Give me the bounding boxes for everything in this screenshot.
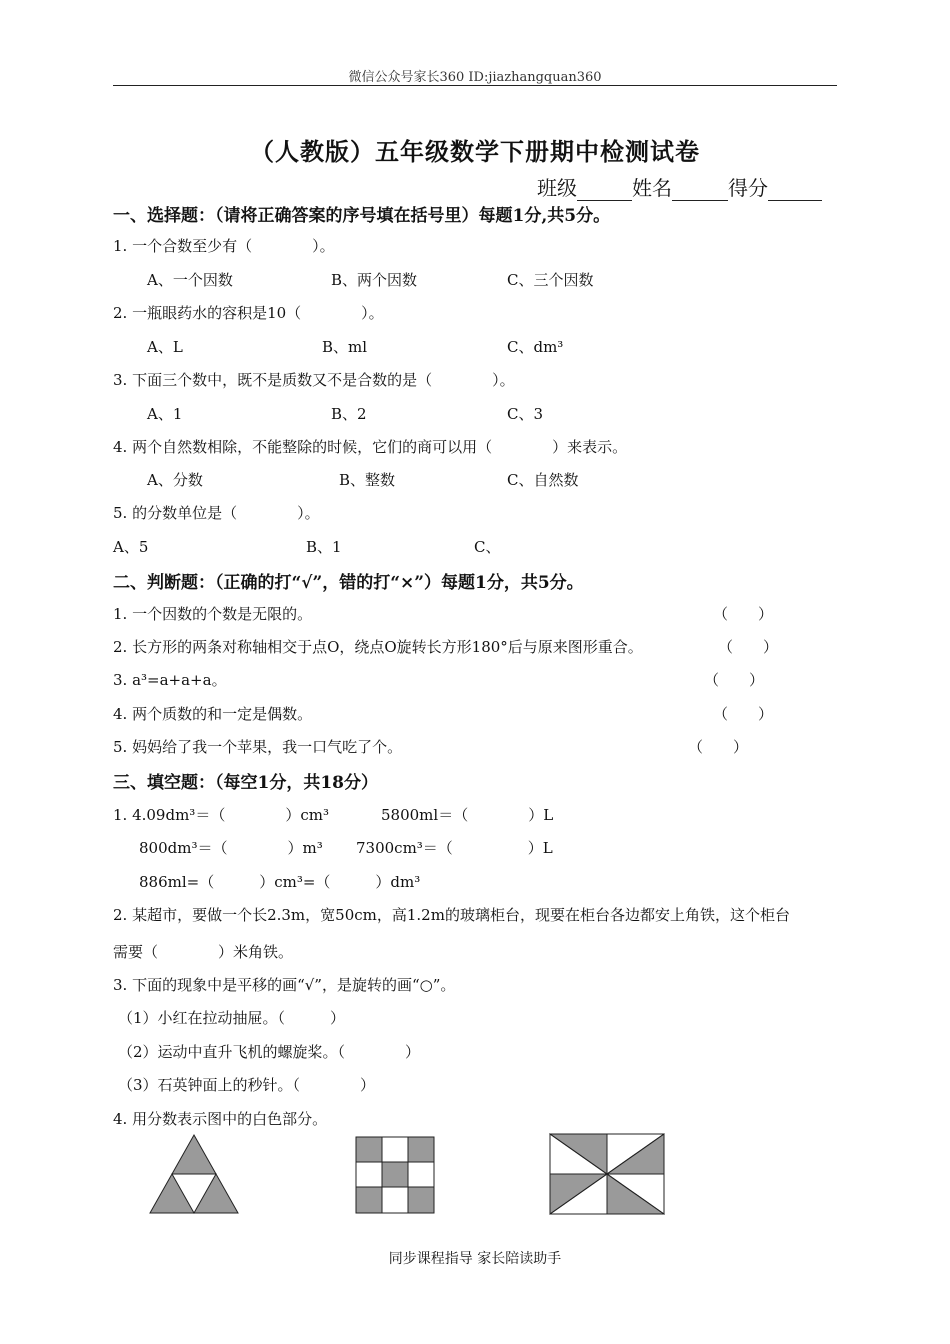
grid-cell — [408, 1137, 434, 1162]
score-label: 得分 — [728, 176, 768, 200]
q3-option-c: C、3 — [507, 405, 544, 423]
q1-option-a: A、一个因数 — [147, 271, 233, 289]
q4-option-b: B、整数 — [339, 471, 396, 489]
class-blank[interactable] — [577, 180, 632, 201]
q2-stem: 2. 一瓶眼药水的容积是10（ ）。 — [113, 304, 384, 322]
score-blank[interactable] — [768, 180, 822, 201]
fill-q3-item: （2）运动中直升飞机的螺旋桨。（ ） — [118, 1043, 421, 1061]
grid-cell — [382, 1137, 408, 1162]
grid-cell — [382, 1187, 408, 1213]
q4-option-a: A、分数 — [147, 471, 203, 489]
judge-bracket[interactable]: （ ） — [713, 705, 774, 723]
judge-bracket[interactable]: （ ） — [704, 671, 765, 689]
judge-item: 5. 妈妈给了我一个苹果，我一口气吃了个。 — [113, 738, 403, 756]
fill-q1-row2b: 7300cm³＝（ ）L — [356, 839, 553, 857]
q4-option-c: C、自然数 — [507, 471, 579, 489]
q5-stem: 5. 的分数单位是（ ）。 — [113, 504, 320, 522]
triangle-figure — [148, 1133, 240, 1215]
q3-option-a: A、1 — [147, 405, 183, 423]
judge-bracket[interactable]: （ ） — [688, 738, 749, 756]
section2-heading: 二、判断题：（正确的打“√”，错的打“×”）每题1分，共5分。 — [113, 573, 584, 593]
rectangle-figure — [549, 1133, 665, 1215]
page-header: 微信公众号家长360 ID:jiazhangquan360 — [348, 70, 602, 85]
name-blank[interactable] — [672, 180, 728, 201]
q2-option-a: A、L — [147, 338, 183, 356]
fill-q3-item: （3）石英钟面上的秒针。（ ） — [118, 1076, 376, 1094]
class-label: 班级 — [537, 176, 577, 200]
judge-item: 4. 两个质数的和一定是偶数。 — [113, 705, 313, 723]
q2-option-b: B、ml — [322, 338, 368, 356]
q5-option-b: B、1 — [306, 538, 342, 556]
judge-bracket[interactable]: （ ） — [713, 605, 774, 623]
grid-cell — [408, 1162, 434, 1187]
header-rule — [113, 85, 837, 86]
fill-q4-stem: 4. 用分数表示图中的白色部分。 — [113, 1110, 328, 1128]
grid-cell — [356, 1137, 382, 1162]
fill-q1-row3: 886ml=（ ）cm³=（ ）dm³ — [139, 873, 421, 891]
section3-heading: 三、填空题：（每空1分，共18分） — [113, 773, 378, 793]
q5-option-a: A、5 — [113, 538, 149, 556]
judge-bracket[interactable]: （ ） — [718, 638, 779, 656]
page-title: （人教版）五年级数学下册期中检测试卷 — [250, 137, 700, 166]
fill-q1-row1b: 5800ml＝（ ）L — [381, 806, 554, 824]
q1-option-b: B、两个因数 — [331, 271, 418, 289]
page-footer: 同步课程指导 家长陪读助手 — [388, 1251, 562, 1267]
grid-cell — [408, 1187, 434, 1213]
fill-q3-stem: 3. 下面的现象中是平移的画“√”，是旋转的画“○”。 — [113, 976, 456, 994]
student-info — [537, 172, 822, 201]
judge-item: 1. 一个因数的个数是无限的。 — [113, 605, 313, 623]
grid-cell — [356, 1187, 382, 1213]
section1-heading: 一、选择题：（请将正确答案的序号填在括号里）每题1分,共5分。 — [113, 206, 611, 226]
q3-stem: 3. 下面三个数中，既不是质数又不是合数的是（ ）。 — [113, 371, 515, 389]
q3-option-b: B、2 — [331, 405, 367, 423]
fill-q2-line2: 需要（ ）米角铁。 — [113, 943, 294, 961]
grid-figure — [355, 1136, 435, 1214]
fill-q1-row1a: 1. 4.09dm³＝（ ）cm³ — [113, 806, 329, 824]
fill-q3-item: （1）小红在拉动抽屉。（ ） — [118, 1009, 346, 1027]
fill-q2-line1: 2. 某超市，要做一个长2.3m，宽50cm，高1.2m的玻璃柜台，现要在柜台各边都安上角铁，这个柜台 — [113, 906, 790, 924]
fill-q1-row2a: 800dm³＝（ ）m³ — [139, 839, 323, 857]
q5-option-c: C、 — [474, 538, 501, 556]
q1-stem: 1. 一个合数至少有（ ）。 — [113, 237, 335, 255]
judge-item: 3. a³=a+a+a。 — [113, 671, 227, 689]
grid-cell — [382, 1162, 408, 1187]
q2-option-c: C、dm³ — [507, 338, 564, 356]
name-label: 姓名 — [632, 176, 672, 200]
judge-item: 2. 长方形的两条对称轴相交于点O，绕点O旋转长方形180°后与原来图形重合。 — [113, 638, 643, 656]
q1-option-c: C、三个因数 — [507, 271, 594, 289]
grid-cell — [356, 1162, 382, 1187]
q4-stem: 4. 两个自然数相除，不能整除的时候，它们的商可以用（ ）来表示。 — [113, 438, 628, 456]
